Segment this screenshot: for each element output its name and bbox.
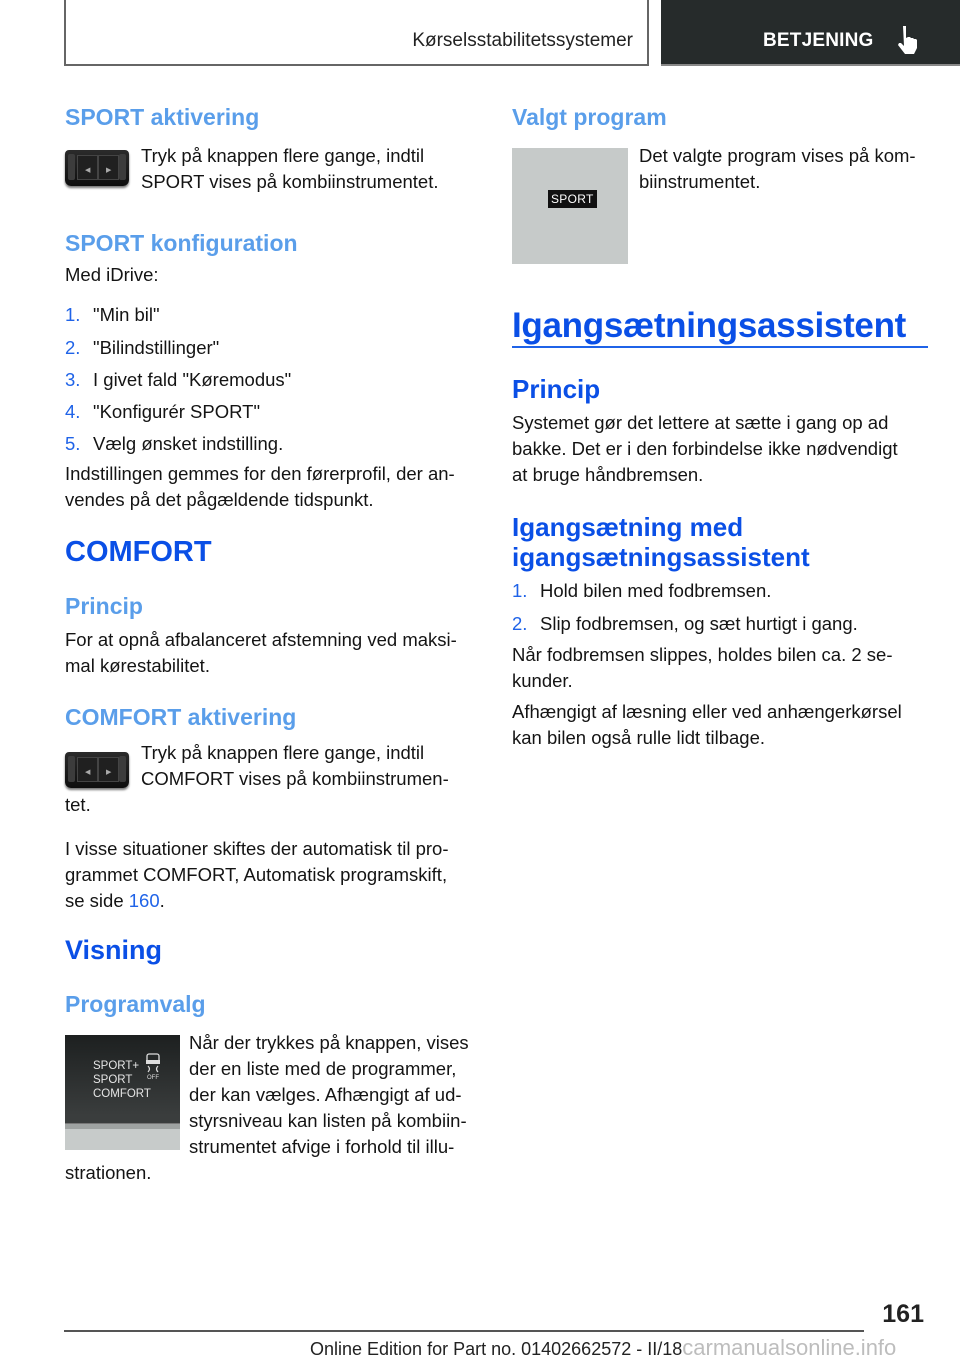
comfort-principle-text: For at opnå afbalanceret afstemning ved maksi- mal kørestabilitet. [65,629,457,676]
section-title: Kørselsstabilitetssystemer [412,30,633,51]
watermark: carmanualsonline.info [682,1335,897,1360]
assist-note-hold: Når fodbremsen slippes, holdes bilen ca. 2 se- kunder. [512,644,893,691]
list-item: 2. "Bilindstillinger" [65,337,220,358]
heading-comfort-principle: Princip [65,593,143,619]
list-item: 2. Slip fodbremsen, og sæt hurtigt i gang. [512,613,858,634]
drive-mode-button-icon: ◀ ▶ [65,752,129,788]
heading-display: Visning [65,935,163,965]
heading-start-with-assist: Igangsætning med igangsætningsassistent [512,512,810,572]
list-item: 5. Vælg ønsket indstilling. [65,433,284,454]
heading-sport-activation: SPORT aktivering [65,104,260,130]
sport-config-note: Indstillingen gemmes for den førerprofil, der an- vendes på det pågældende tidspunkt. [65,463,455,510]
comfort-activation-text-cont: tet. [65,794,91,815]
heading-divider [512,346,928,348]
assist-note-rollback: Afhængigt af læsning eller ved anhængerkørsel kan bilen også rulle lidt tilbage. [512,701,902,748]
program-selection-text-cont: strationen. [65,1162,152,1183]
heading-comfort-activation: COMFORT aktivering [65,704,297,730]
comfort-activation-text: Tryk på knappen flere gange, indtil COMFORT vises på kombiinstrumen- [141,742,449,789]
page-link-160[interactable]: 160 [128,890,160,911]
list-item: 3. I givet fald "Køremodus" [65,369,292,390]
section-header [64,0,649,66]
page-number: 161 [882,1300,924,1328]
program-list-screen-image: SPORT+ SPORT COMFORT OFF [65,1035,180,1150]
selected-program-text: Det valgte program vises på kom- biinstrumentet. [639,145,916,192]
pointing-hand-icon [894,24,920,56]
footer-divider [64,1330,864,1332]
program-selection-text: Når der trykkes på knappen, vises der en liste med de programmer, der kan vælges. Afhængigt af ud- styrsniveau kan listen på kombiin- strumentet afvige i forhold til illu- [189,1032,469,1157]
comfort-auto-switch-text: I visse situationer skiftes der automatisk til pro- grammet COMFORT, Automatisk programskift, se side 160. [65,838,449,911]
drive-mode-button-icon: ◀ ▶ [65,150,129,186]
heading-comfort: COMFORT [65,536,212,568]
heading-assist-principle: Princip [512,374,601,404]
selected-program-screen-image: SPORT [512,148,628,264]
sport-activation-text: Tryk på knappen flere gange, indtil SPORT vises på kombiinstrumentet. [141,145,439,192]
list-item: 4. "Konfigurér SPORT" [65,401,261,422]
footer-edition: Online Edition for Part no. 01402662572 - II/18carmanualsonline.info [310,1335,897,1360]
list-item: 1. "Min bil" [65,304,160,325]
chapter-title: BETJENING [763,30,874,51]
chapter-tab [661,0,960,66]
heading-program-selection: Programvalg [65,991,206,1017]
sport-config-intro: Med iDrive: [65,264,159,285]
heading-hill-start-assist: Igangsætningsassistent [512,306,907,345]
list-item: 1. Hold bilen med fodbremsen. [512,580,772,601]
heading-selected-program: Valgt program [512,104,667,130]
heading-sport-configuration: SPORT konfiguration [65,230,298,256]
assist-principle-text: Systemet gør det lettere at sætte i gang op ad bakke. Det er i den forbindelse ikke nødvendigt at bruge håndbremsen. [512,412,898,485]
